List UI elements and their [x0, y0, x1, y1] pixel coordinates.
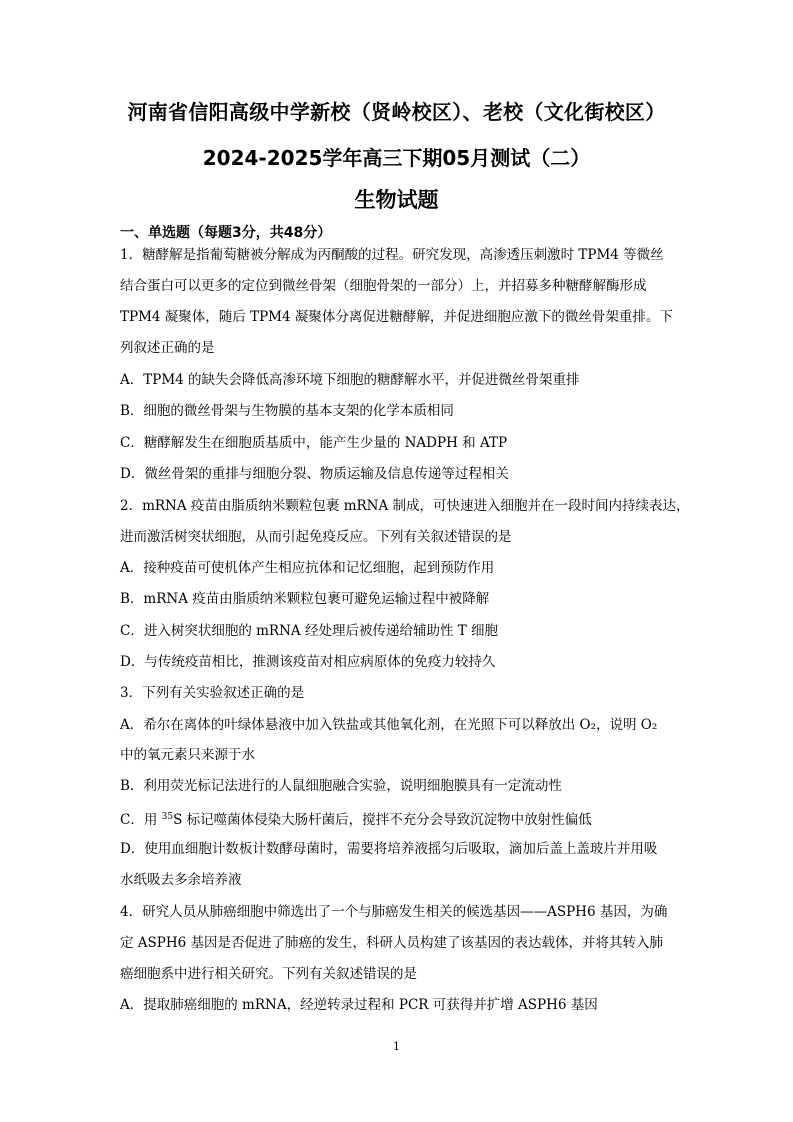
q1-stem-line2: 结合蛋白可以更多的定位到微丝骨架（细胞骨架的一部分）上，并招募多种糖酵解酶形成	[120, 278, 647, 294]
exam-term-title: 2024-2025学年高三下期05月测试（二）	[202, 146, 591, 170]
isotope-mass-number: 35	[161, 812, 174, 822]
q2-stem-line2: 进而激活树突状细胞，从而引起免疫反应。下列有关叙述错误的是	[120, 529, 512, 545]
q1-option-b: B．细胞的微丝骨架与生物膜的基本支架的化学本质相同	[120, 403, 454, 419]
section-heading: 一、单选题（每题3分，共48分）	[120, 225, 332, 241]
q1-option-d: D．微丝骨架的重排与细胞分裂、物质运输及信息传递等过程相关	[120, 466, 509, 482]
page-number: 1	[393, 1040, 400, 1053]
q3-option-d: D．使用血细胞计数板计数酵母菌时，需要将培养液摇匀后吸取，滴加后盖上盖玻片并用吸	[120, 841, 658, 857]
q4-stem-line2: 定 ASPH6 基因是否促进了肺癌的发生，科研人员构建了该基因的表达载体，并将其转入肺	[120, 935, 664, 951]
school-title: 河南省信阳高级中学新校（贤岭校区）、老校（文化街校区）	[127, 100, 666, 124]
q3-option-b: B．利用荧光标记法进行的人鼠细胞融合实验，说明细胞膜具有一定流动性	[120, 778, 562, 794]
q3-stem-line1: 3．下列有关实验叙述正确的是	[120, 685, 305, 701]
q1-stem-line1: 1．糖酵解是指葡萄糖被分解成为丙酮酸的过程。研究发现，高渗透压刺激时 TPM4 等微丝	[120, 247, 664, 263]
q3-option-c-text: S 标记噬菌体侵染大肠杆菌后，搅拌不充分会导致沉淀物中放射性偏低	[173, 812, 592, 828]
q3-option-a-cont: 中的氧元素只来源于水	[120, 747, 255, 763]
q3-option-c-prefix: C．用	[120, 812, 158, 828]
q1-stem-line4: 列叙述正确的是	[120, 340, 215, 356]
q2-option-a: A．接种疫苗可使机体产生相应抗体和记忆细胞，起到预防作用	[120, 560, 495, 576]
subject-title: 生物试题	[354, 188, 439, 212]
q2-stem-line1: 2．mRNA 疫苗由脂质纳米颗粒包裹 mRNA 制成，可快速进入细胞并在一段时间内持续表达，	[120, 498, 690, 514]
q1-option-a: A．TPM4 的缺失会降低高渗环境下细胞的糖酵解水平，并促进微丝骨架重排	[120, 372, 580, 388]
q2-option-c: C．进入树突状细胞的 mRNA 经处理后被传递给辅助性 T 细胞	[120, 623, 499, 639]
q4-stem-line3: 癌细胞系中进行相关研究。下列有关叙述错误的是	[120, 966, 417, 982]
q3-option-c	[120, 808, 592, 829]
q1-stem-line3: TPM4 凝聚体，随后 TPM4 凝聚体分离促进糖酵解，并促进细胞应激下的微丝骨架重排。下	[120, 309, 673, 325]
q1-option-c: C．糖酵解发生在细胞质基质中，能产生少量的 NADPH 和 ATP	[120, 435, 508, 451]
q2-option-d: D．与传统疫苗相比，推测该疫苗对相应病原体的免疫力较持久	[120, 654, 496, 670]
q4-stem-line1: 4．研究人员从肺癌细胞中筛选出了一个与肺癌发生相关的候选基因——ASPH6 基因，为确	[120, 904, 668, 920]
q4-option-a: A．提取肺癌细胞的 mRNA，经逆转录过程和 PCR 可获得并扩增 ASPH6 基因	[120, 997, 598, 1013]
q3-option-a: A．希尔在离体的叶绿体悬液中加入铁盐或其他氧化剂，在光照下可以释放出 O₂，说明 O₂	[120, 717, 658, 733]
q3-option-d-cont: 水纸吸去多余培养液	[120, 872, 242, 888]
q2-option-b: B．mRNA 疫苗由脂质纳米颗粒包裹可避免运输过程中被降解	[120, 591, 490, 607]
